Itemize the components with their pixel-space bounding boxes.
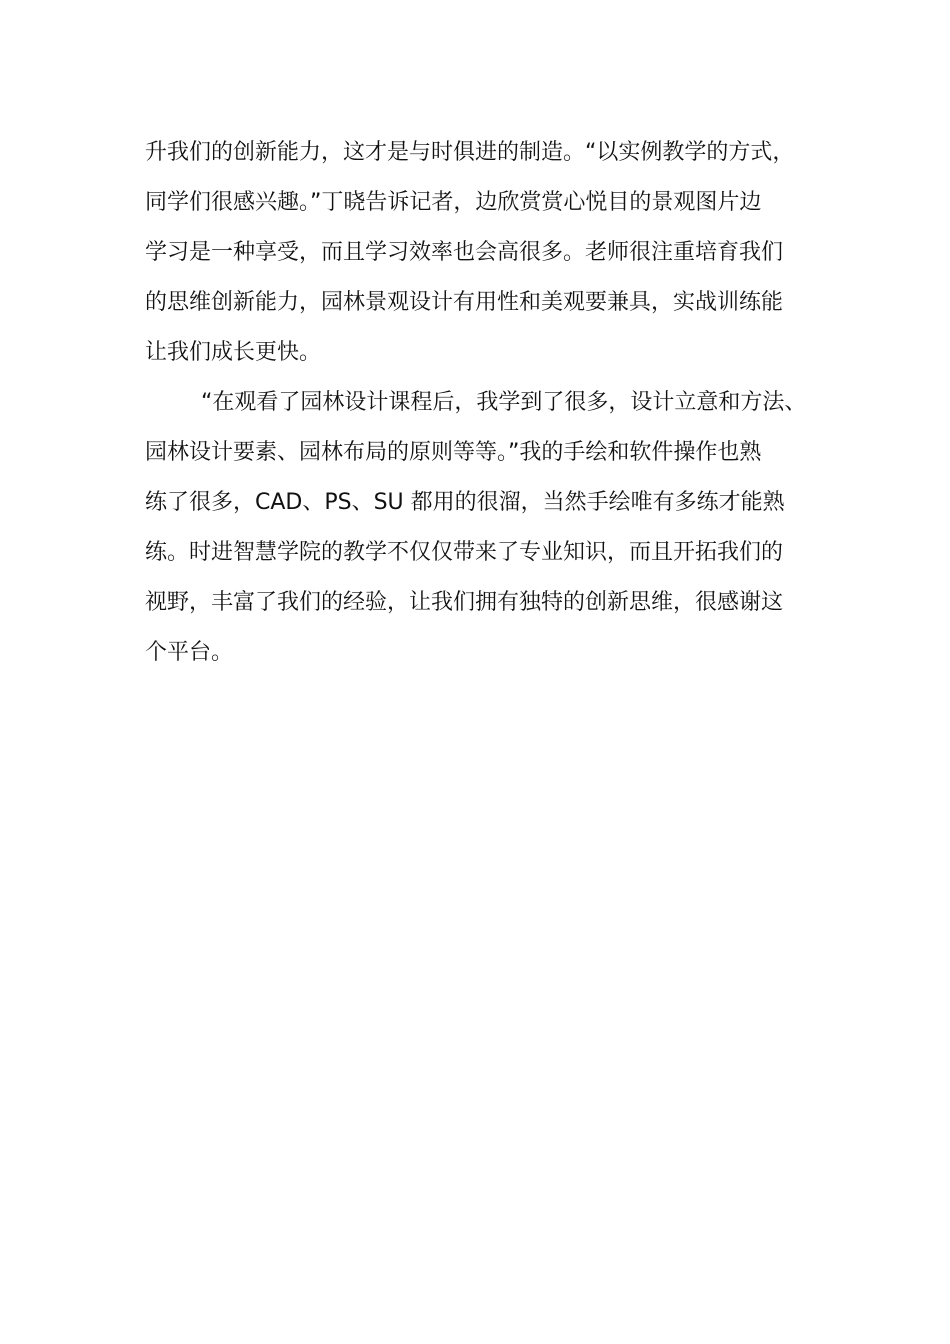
text-line: 让我们成长更快。 — [145, 340, 322, 365]
text-line: 的思维创新能力，园林景观设计有用性和美观要兼具，实战训练能 — [145, 290, 784, 315]
text-line: 学习是一种享受，而且学习效率也会高很多。老师很注重培育我们 — [145, 240, 784, 265]
body-text — [145, 128, 815, 678]
paragraph-2 — [145, 378, 815, 678]
text-line: 园林设计要素、园林布局的原则等等。”我的手绘和软件操作也熟 — [145, 440, 762, 465]
text-line: 同学们很感兴趣。”丁晓告诉记者，边欣赏赏心悦目的景观图片边 — [145, 190, 762, 215]
text-line: 个平台。 — [145, 640, 234, 665]
text-line: 视野，丰富了我们的经验，让我们拥有独特的创新思维，很感谢这 — [145, 590, 784, 615]
text-line: 练了很多，CAD、PS、SU 都用的很溜，当然手绘唯有多练才能熟 — [145, 490, 785, 515]
text-line: 练。时进智慧学院的教学不仅仅带来了专业知识，而且开拓我们的 — [145, 540, 784, 565]
paragraph-1 — [145, 128, 815, 378]
text-line: “在观看了园林设计课程后，我学到了很多，设计立意和方法、 — [201, 390, 807, 415]
text-line: 升我们的创新能力，这才是与时俱进的制造。“以实例教学的方式， — [145, 140, 795, 165]
